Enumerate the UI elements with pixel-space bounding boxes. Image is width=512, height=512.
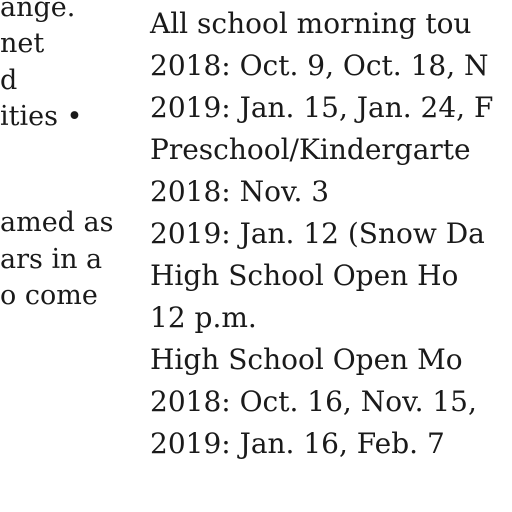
left-line-7: ars in a	[0, 244, 103, 275]
right-line-11: 2019: Jan. 16, Feb. 7	[150, 427, 445, 460]
right-line-1: All school morning tou	[150, 7, 472, 40]
right-line-9: High School Open Mo	[150, 343, 463, 376]
left-line-6: amed as	[0, 207, 114, 238]
left-line-8: o come	[0, 280, 98, 311]
right-line-6: 2019: Jan. 12 (Snow Da	[150, 217, 485, 250]
left-line-1: ange.	[0, 0, 76, 23]
right-line-3: 2019: Jan. 15, Jan. 24, F	[150, 91, 494, 124]
left-line-2: net	[0, 28, 45, 59]
left-line-4: ities •	[0, 101, 83, 132]
right-line-2: 2018: Oct. 9, Oct. 18, N	[150, 49, 489, 82]
right-line-7: High School Open Ho	[150, 259, 459, 292]
right-line-8: 12 p.m.	[150, 301, 257, 334]
right-line-4: Preschool/Kindergarte	[150, 133, 471, 166]
left-line-3: d	[0, 65, 18, 96]
right-line-5: 2018: Nov. 3	[150, 175, 330, 208]
right-line-10: 2018: Oct. 16, Nov. 15,	[150, 385, 477, 418]
